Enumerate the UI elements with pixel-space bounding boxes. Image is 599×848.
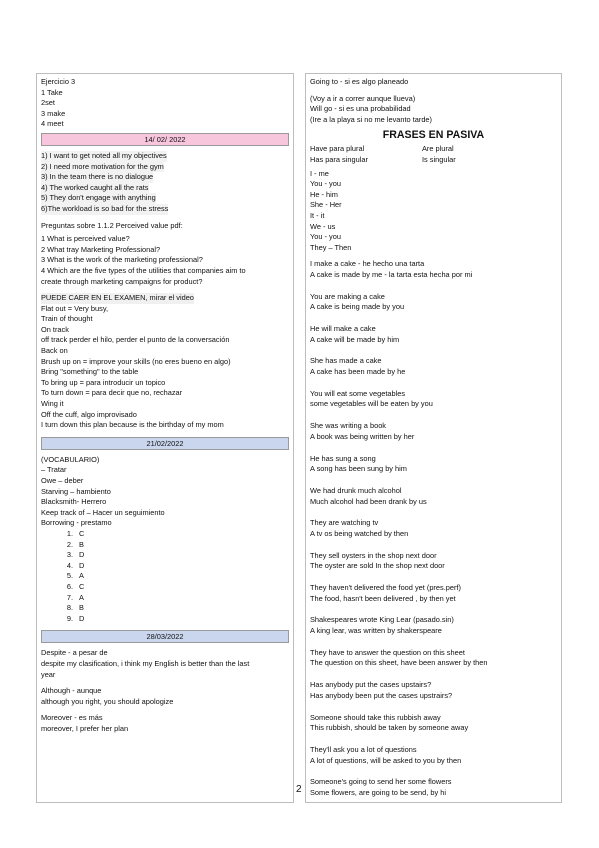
sentence-line: 6)The workload is so bad for the stress: [41, 203, 169, 213]
ejercicio-line: 1 Take: [41, 87, 63, 97]
answer-value: D: [79, 613, 85, 623]
passive-example: [310, 745, 557, 766]
answer-item: [59, 540, 289, 551]
vocabulary-line: Keep track of – Hacer un seguimiento: [41, 507, 165, 517]
note-line: Will go - si es una probabilidad: [310, 104, 411, 114]
sentence-line: 4) The worked caught all the rats: [41, 182, 149, 192]
passive-example: [310, 421, 557, 442]
passive-sentence: A cake will be made by him: [310, 334, 400, 344]
active-sentence: We had drunk much alcohol: [310, 485, 402, 495]
right-column: [305, 73, 562, 803]
active-sentence: Has anybody put the cases upstairs?: [310, 680, 432, 690]
expression-line: Brush up on = improve your skills (no eres bueno en algo): [41, 356, 231, 366]
passive-sentence: A cake is made by me - la tarta esta hecha por mi: [310, 269, 473, 279]
vocabulary-line: Borrowing - prestamo: [41, 518, 112, 528]
passive-sentence: A song has been sung by him: [310, 464, 407, 474]
passive-example: [310, 680, 557, 701]
pronoun-list: [310, 169, 557, 254]
expression-line: Back on: [41, 346, 68, 356]
connector-line: moreover, I prefer her plan: [41, 723, 129, 733]
vocabulary-line: (VOCABULARIO): [41, 454, 100, 464]
passive-example: [310, 454, 557, 475]
passive-sentence: A cake is being made by you: [310, 302, 405, 312]
passive-examples: [310, 259, 557, 798]
passive-example: [310, 551, 557, 572]
active-sentence: They'll ask you a lot of questions: [310, 744, 417, 754]
rule-right: Are plural: [422, 144, 454, 154]
answer-item: [59, 550, 289, 561]
passive-example: [310, 583, 557, 604]
passive-sentence: A king lear, was written by shakerspeare: [310, 626, 442, 636]
pronoun-line: He - him: [310, 189, 338, 199]
ejercicio-line: 3 make: [41, 108, 66, 118]
answer-value: C: [79, 528, 85, 538]
connector-block: [41, 648, 289, 680]
vocabulary-line: – Tratar: [41, 465, 67, 475]
passive-sentence: The question on this sheet, have been answer by then: [310, 658, 488, 668]
active-sentence: They have to answer the question on this sheet: [310, 647, 465, 657]
passive-sentence: A tv os being watched by then: [310, 528, 409, 538]
connector-line: despite my clasification, i think my English is better than the last: [41, 658, 250, 668]
sentence-line: 1) I want to get noted all my objectives: [41, 150, 167, 160]
active-sentence: You will eat some vegetables: [310, 388, 406, 398]
active-sentence: You are making a cake: [310, 291, 385, 301]
pronoun-line: They – Then: [310, 242, 352, 252]
connector-line: year: [41, 669, 56, 679]
sentence-line: 3) In the team there is no dialogue: [41, 172, 154, 182]
pregunta-line: 1 What is perceived value?: [41, 234, 130, 244]
answer-item: [59, 614, 289, 625]
vocabulary-list: [41, 455, 289, 529]
preguntas-list: [41, 234, 289, 287]
expression-line: I turn down this plan because is the birthday of my mom: [41, 420, 224, 430]
passive-sentence: A cake has been made by he: [310, 367, 406, 377]
passive-example: [310, 389, 557, 410]
answer-value: A: [79, 592, 84, 602]
puede-title: PUEDE CAER EN EL EXAMEN, mirar el video: [41, 293, 194, 303]
answer-value: D: [79, 560, 85, 570]
ejercicio-line: 4 meet: [41, 119, 64, 129]
passive-sentence: This rubbish, should be taken by someone away: [310, 723, 469, 733]
answer-item: [59, 582, 289, 593]
expression-line: To turn down = para decir que no, rechazar: [41, 388, 183, 398]
active-sentence: She has made a cake: [310, 356, 382, 366]
answer-value: B: [79, 603, 84, 613]
answer-value: D: [79, 550, 85, 560]
answer-item: [59, 571, 289, 582]
answer-number: 8.: [66, 603, 73, 613]
page-number: 2: [296, 784, 302, 795]
passive-example: [310, 615, 557, 636]
passive-example: [310, 713, 557, 734]
connector-block: [41, 686, 289, 707]
pregunta-line: 3 What is the work of the marketing professional?: [41, 255, 203, 265]
expression-line: To bring up = para introducir un topico: [41, 377, 166, 387]
connector-line: Although - aunque: [41, 686, 102, 696]
date-heading: 28/03/2022: [41, 630, 289, 643]
answer-value: C: [79, 581, 85, 591]
passive-example: [310, 356, 557, 377]
note-block: [310, 94, 557, 126]
expression-line: off track perder el hilo, perder el punto de la conversación: [41, 335, 230, 345]
pregunta-line: 4 Which are the five types of the utilities that companies aim to: [41, 265, 246, 275]
date-heading: 14/ 02/ 2022: [41, 133, 289, 146]
answer-number: 7.: [66, 592, 73, 602]
answer-number: 5.: [66, 571, 73, 581]
answer-number: 6.: [66, 581, 73, 591]
pronoun-line: We - us: [310, 221, 336, 231]
sentence-line: 2) I need more motivation for the gym: [41, 161, 164, 171]
active-sentence: They haven't delivered the food yet (pres.perf): [310, 583, 461, 593]
expression-line: Flat out = Very busy,: [41, 303, 109, 313]
rule-row: [310, 155, 557, 166]
pronoun-line: You - you: [310, 179, 341, 189]
passive-sentence: Has anybody been put the cases upstrairs?: [310, 690, 453, 700]
answer-item: [59, 593, 289, 604]
passive-sentence: Much alcohol had been drank by us: [310, 496, 427, 506]
pregunta-line: create through marketing campaigns for product?: [41, 276, 203, 286]
ejercicio-block: [41, 77, 289, 130]
rule-left: Has para singular: [310, 154, 368, 164]
preguntas-title: Preguntas sobre 1.1.2 Perceived value pdf:: [41, 220, 183, 230]
connector-line: Moreover - es más: [41, 713, 103, 723]
passive-example: [310, 486, 557, 507]
rule-right: Is singular: [422, 154, 456, 164]
passive-example: [310, 324, 557, 345]
ejercicio-line: Ejercicio 3: [41, 77, 76, 86]
answer-number: 3.: [66, 550, 73, 560]
passive-example: [310, 648, 557, 669]
pronoun-line: I - me: [310, 168, 329, 178]
note-line: (Voy a ir a correr aunque llueva): [310, 93, 416, 103]
passive-sentence: The food, hasn't been delivered , by then yet: [310, 593, 456, 603]
active-sentence: Shakespeares wrote King Lear (pasado.sin): [310, 615, 454, 625]
left-column: [36, 73, 294, 803]
passive-sentence: A lot of questions, will be asked to you by then: [310, 755, 462, 765]
section-heading: FRASES EN PASIVA: [382, 129, 485, 142]
vocabulary-line: Owe – deber: [41, 476, 84, 485]
answer-number: 4.: [66, 560, 73, 570]
sentence-list: [41, 151, 289, 215]
passive-sentence: The oyster are sold In the shop next door: [310, 561, 445, 571]
expression-line: Wing it: [41, 399, 64, 409]
expression-line: Train of thought: [41, 314, 93, 324]
expressions-list: [41, 304, 289, 431]
answers-list: [41, 529, 289, 624]
ejercicio-line: 2set: [41, 98, 55, 108]
rule-left: Have para plural: [310, 144, 365, 154]
passive-example: [310, 518, 557, 539]
active-sentence: She was writing a book: [310, 421, 386, 431]
answer-number: 9.: [66, 613, 73, 623]
pronoun-line: It - it: [310, 210, 325, 220]
answer-item: [59, 529, 289, 540]
answer-number: 1.: [66, 528, 73, 538]
answer-item: [59, 561, 289, 572]
vocabulary-line: Blacksmith- Herrero: [41, 497, 107, 507]
answer-item: [59, 603, 289, 614]
note-line: (Ire a la playa si no me levanto tarde): [310, 114, 433, 124]
connector-block: [41, 713, 289, 734]
date-heading: 21/02/2022: [41, 437, 289, 450]
answer-value: B: [79, 539, 84, 549]
expression-line: Off the cuff, algo improvisado: [41, 409, 137, 419]
active-sentence: He has sung a song: [310, 453, 376, 463]
sentence-line: 5) They don't engage with anything: [41, 193, 156, 203]
pronoun-line: She - Her: [310, 200, 342, 210]
active-sentence: Someone's going to send her some flowers: [310, 777, 452, 787]
passive-sentence: Some flowers, are going to be send, by hi: [310, 787, 446, 797]
active-sentence: He will make a cake: [310, 324, 376, 334]
answer-value: A: [79, 571, 84, 581]
expression-line: Bring "something" to the table: [41, 367, 139, 377]
passive-example: [310, 259, 557, 280]
pregunta-line: 2 What tray Marketing Professional?: [41, 244, 161, 254]
vocabulary-line: Starving – hambiento: [41, 486, 111, 496]
active-sentence: They are watching tv: [310, 518, 379, 528]
passive-sentence: A book was being written by her: [310, 431, 415, 441]
answer-number: 2.: [66, 539, 73, 549]
pronoun-line: You - you: [310, 232, 341, 242]
passive-example: [310, 777, 557, 798]
active-sentence: They sell oysters in the shop next door: [310, 550, 437, 560]
connector-line: although you right, you should apologize: [41, 696, 174, 706]
passive-sentence: some vegetables will be eaten by you: [310, 399, 433, 409]
active-sentence: Someone should take this rubbish away: [310, 712, 441, 722]
active-sentence: I make a cake - he hecho una tarta: [310, 259, 425, 269]
rule-row: [310, 144, 557, 155]
note-line: Going to - si es algo planeado: [310, 77, 409, 86]
passive-example: [310, 292, 557, 313]
connector-line: Despite - a pesar de: [41, 648, 108, 658]
expression-line: On track: [41, 324, 69, 334]
